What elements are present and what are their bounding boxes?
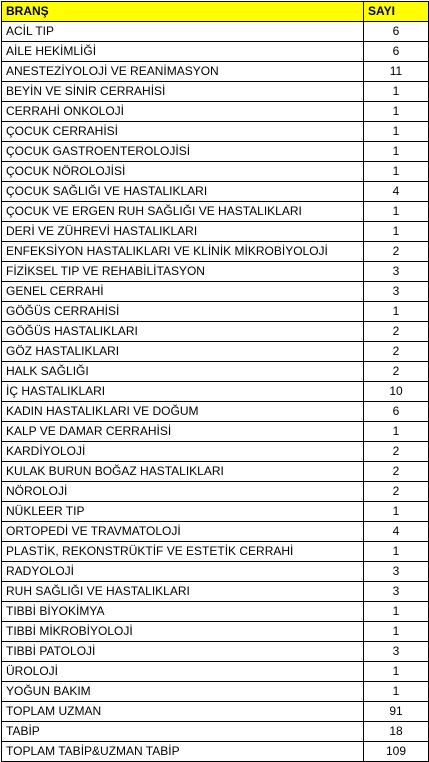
table-row xyxy=(2,422,429,442)
branch-cell[interactable]: TOPLAM UZMAN xyxy=(2,702,364,722)
table-row xyxy=(2,82,429,102)
table-row xyxy=(2,142,429,162)
count-cell[interactable]: 3 xyxy=(364,582,429,602)
branch-cell[interactable]: TIBBİ MİKROBİYOLOJİ xyxy=(2,622,364,642)
specialty-table xyxy=(1,1,429,762)
total-row xyxy=(2,702,429,722)
table-row xyxy=(2,522,429,542)
total-row xyxy=(2,722,429,742)
count-cell[interactable]: 3 xyxy=(364,282,429,302)
count-cell[interactable]: 1 xyxy=(364,662,429,682)
table-row xyxy=(2,22,429,42)
count-cell[interactable]: 1 xyxy=(364,302,429,322)
table-row xyxy=(2,302,429,322)
count-cell[interactable]: 1 xyxy=(364,542,429,562)
total-row xyxy=(2,742,429,762)
branch-cell[interactable]: CERRAHİ ONKOLOJİ xyxy=(2,102,364,122)
count-cell[interactable]: 11 xyxy=(364,62,429,82)
table-row xyxy=(2,242,429,262)
table-row xyxy=(2,442,429,462)
count-cell[interactable]: 10 xyxy=(364,382,429,402)
header-row xyxy=(2,2,429,22)
branch-cell[interactable]: TIBBİ BİYOKİMYA xyxy=(2,602,364,622)
table-row xyxy=(2,122,429,142)
table-row xyxy=(2,482,429,502)
count-cell[interactable]: 3 xyxy=(364,562,429,582)
branch-cell[interactable]: BEYİN VE SİNİR CERRAHİSİ xyxy=(2,82,364,102)
branch-cell[interactable]: RUH SAĞLIĞI VE HASTALIKLARI xyxy=(2,582,364,602)
table-row xyxy=(2,402,429,422)
count-cell[interactable]: 1 xyxy=(364,82,429,102)
branch-cell[interactable]: KULAK BURUN BOĞAZ HASTALIKLARI xyxy=(2,462,364,482)
count-cell[interactable]: 1 xyxy=(364,142,429,162)
branch-cell[interactable]: GÖĞÜS CERRAHİSİ xyxy=(2,302,364,322)
table-row xyxy=(2,622,429,642)
count-cell[interactable]: 6 xyxy=(364,402,429,422)
branch-cell[interactable]: DERİ VE ZÜHREVİ HASTALIKLARI xyxy=(2,222,364,242)
branch-cell[interactable]: ÇOCUK VE ERGEN RUH SAĞLIĞI VE HASTALIKLARI xyxy=(2,202,364,222)
branch-cell[interactable]: NÜKLEER TIP xyxy=(2,502,364,522)
count-cell[interactable]: 1 xyxy=(364,122,429,142)
branch-cell[interactable]: GÖĞÜS HASTALIKLARI xyxy=(2,322,364,342)
table-row xyxy=(2,682,429,702)
table-body xyxy=(2,22,429,762)
count-cell[interactable]: 2 xyxy=(364,242,429,262)
branch-cell[interactable]: GENEL CERRAHİ xyxy=(2,282,364,302)
branch-cell[interactable]: KADIN HASTALIKLARI VE DOĞUM xyxy=(2,402,364,422)
branch-cell[interactable]: İÇ HASTALIKLARI xyxy=(2,382,364,402)
count-cell[interactable]: 91 xyxy=(364,702,429,722)
table-row xyxy=(2,322,429,342)
count-cell[interactable]: 4 xyxy=(364,522,429,542)
count-cell[interactable]: 6 xyxy=(364,22,429,42)
branch-cell[interactable]: ÜROLOJİ xyxy=(2,662,364,682)
table-row xyxy=(2,462,429,482)
branch-cell[interactable]: ORTOPEDİ VE TRAVMATOLOJİ xyxy=(2,522,364,542)
count-cell[interactable]: 109 xyxy=(364,742,429,762)
count-cell[interactable]: 1 xyxy=(364,622,429,642)
count-cell[interactable]: 2 xyxy=(364,442,429,462)
branch-cell[interactable]: ÇOCUK GASTROENTEROLOJİSİ xyxy=(2,142,364,162)
table-row xyxy=(2,502,429,522)
count-cell[interactable]: 1 xyxy=(364,102,429,122)
table-row xyxy=(2,602,429,622)
count-cell[interactable]: 2 xyxy=(364,362,429,382)
table-row xyxy=(2,262,429,282)
header-branch[interactable]: BRANŞ xyxy=(2,2,364,22)
table-row xyxy=(2,42,429,62)
count-cell[interactable]: 1 xyxy=(364,422,429,442)
table-row xyxy=(2,382,429,402)
header-count[interactable]: SAYI xyxy=(364,2,429,22)
table-row xyxy=(2,542,429,562)
branch-cell[interactable]: ÇOCUK CERRAHİSİ xyxy=(2,122,364,142)
count-cell[interactable]: 1 xyxy=(364,162,429,182)
count-cell[interactable]: 1 xyxy=(364,222,429,242)
count-cell[interactable]: 6 xyxy=(364,42,429,62)
branch-cell[interactable]: TABİP xyxy=(2,722,364,742)
branch-cell[interactable]: PLASTİK, REKONSTRÜKTİF VE ESTETİK CERRAHİ xyxy=(2,542,364,562)
table-row xyxy=(2,642,429,662)
branch-cell[interactable]: NÖROLOJİ xyxy=(2,482,364,502)
branch-cell[interactable]: ÇOCUK SAĞLIĞI VE HASTALIKLARI xyxy=(2,182,364,202)
branch-cell[interactable]: HALK SAĞLIĞI xyxy=(2,362,364,382)
branch-cell[interactable]: ÇOCUK NÖROLOJİSİ xyxy=(2,162,364,182)
table-row xyxy=(2,662,429,682)
branch-cell[interactable]: ACİL TIP xyxy=(2,22,364,42)
branch-cell[interactable]: GÖZ HASTALIKLARI xyxy=(2,342,364,362)
branch-cell[interactable]: TIBBİ PATOLOJİ xyxy=(2,642,364,662)
table-row xyxy=(2,202,429,222)
count-cell[interactable]: 1 xyxy=(364,502,429,522)
branch-cell[interactable]: TOPLAM TABİP&UZMAN TABİP xyxy=(2,742,364,762)
branch-cell[interactable]: KALP VE DAMAR CERRAHİSİ xyxy=(2,422,364,442)
count-cell[interactable]: 3 xyxy=(364,262,429,282)
branch-cell[interactable]: AİLE HEKİMLİĞİ xyxy=(2,42,364,62)
branch-cell[interactable]: FİZİKSEL TIP VE REHABİLİTASYON xyxy=(2,262,364,282)
table-row xyxy=(2,362,429,382)
count-cell[interactable]: 1 xyxy=(364,602,429,622)
branch-cell[interactable]: YOĞUN BAKIM xyxy=(2,682,364,702)
table-row xyxy=(2,562,429,582)
table-row xyxy=(2,342,429,362)
count-cell[interactable]: 1 xyxy=(364,682,429,702)
table-row xyxy=(2,162,429,182)
table-row xyxy=(2,182,429,202)
table-row xyxy=(2,222,429,242)
count-cell[interactable]: 1 xyxy=(364,202,429,222)
count-cell[interactable]: 4 xyxy=(364,182,429,202)
count-cell[interactable]: 2 xyxy=(364,462,429,482)
branch-cell[interactable]: ENFEKSİYON HASTALIKLARI VE KLİNİK MİKROBİYOLOJİ xyxy=(2,242,364,262)
count-cell[interactable]: 3 xyxy=(364,642,429,662)
count-cell[interactable]: 2 xyxy=(364,342,429,362)
table-row xyxy=(2,282,429,302)
table-row xyxy=(2,102,429,122)
branch-cell[interactable]: KARDİYOLOJİ xyxy=(2,442,364,462)
table-row xyxy=(2,582,429,602)
count-cell[interactable]: 2 xyxy=(364,322,429,342)
branch-cell[interactable]: ANESTEZİYOLOJİ VE REANİMASYON xyxy=(2,62,364,82)
table-row xyxy=(2,62,429,82)
count-cell[interactable]: 2 xyxy=(364,482,429,502)
branch-cell[interactable]: RADYOLOJİ xyxy=(2,562,364,582)
count-cell[interactable]: 18 xyxy=(364,722,429,742)
